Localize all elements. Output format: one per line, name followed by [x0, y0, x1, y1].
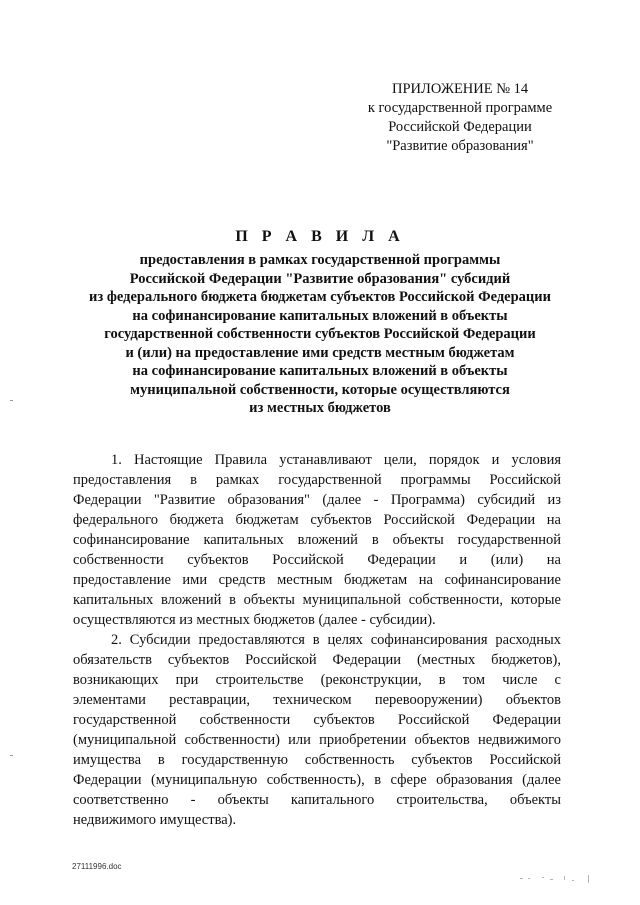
subtitle-line: из местных бюджетов	[249, 400, 391, 416]
subtitle-line: государственной собственности субъектов Российской Федерации	[104, 326, 536, 342]
subtitle-line: муниципальной собственности, которые осуществляются	[130, 381, 510, 398]
paragraph-line: федерального бюджета бюджетам субъектов Российской Федерации на	[73, 512, 561, 528]
paragraph-line: предоставления в рамках государственной программы Российской	[73, 472, 561, 488]
paragraph-line: Федерации (муниципальную собственность), в сфере образования (далее	[73, 772, 561, 788]
footer-file-name: 27111996.doc	[72, 862, 122, 871]
paragraph-1	[73, 450, 561, 630]
paragraph-line: недвижимого имущества).	[73, 812, 237, 828]
document-title: П Р А В И Л А	[235, 228, 405, 245]
paragraph-line: элементами реставрации, техническом перевооружении) объектов	[73, 692, 561, 708]
appendix-program-name: "Развитие образования"	[386, 138, 534, 154]
scan-artifact	[10, 400, 13, 401]
paragraph-line: предоставление ими средств местным бюджетам на софинансирование	[73, 572, 561, 588]
subtitle-line: и (или) на предоставление ими средств местным бюджетам	[125, 344, 515, 361]
appendix-header	[340, 80, 580, 156]
paragraph-line: собственности субъектов Российской Федерации и (или) на	[73, 552, 561, 568]
paragraph-line: обязательств субъектов Российской Федерации (местных бюджетов),	[73, 652, 561, 668]
paragraph-line: софинансирование капитальных вложений в объекты государственной	[73, 532, 561, 548]
document-subtitle	[60, 251, 580, 418]
paragraph-line: (муниципальной собственности) или приобретении объектов недвижимого	[73, 732, 561, 748]
paragraph-2	[73, 630, 561, 830]
subtitle-line: предоставления в рамках государственной программы	[139, 252, 501, 268]
paragraph-line: 1. Настоящие Правила устанавливают цели, порядок и условия	[111, 452, 561, 468]
subtitle-line: из федерального бюджета бюджетам субъектов Российской Федерации	[89, 289, 551, 305]
subtitle-line: Российской Федерации "Развитие образования" субсидий	[129, 270, 511, 287]
paragraph-line: 2. Субсидии предоставляются в целях софинансирования расходных	[111, 632, 561, 648]
appendix-number: ПРИЛОЖЕНИЕ № 14	[392, 81, 529, 97]
paragraph-line: государственной собственности субъектов Российской Федерации	[73, 712, 561, 728]
paragraph-line: осуществляются из местных бюджетов (далее - субсидии).	[73, 612, 436, 628]
scan-noise-marks	[520, 872, 600, 888]
paragraph-line: возникающих при строительстве (реконструкции, в том числе с	[73, 672, 561, 688]
appendix-country: Российской Федерации	[388, 119, 532, 135]
scan-artifact	[10, 755, 13, 756]
appendix-program-ref: к государственной программе	[367, 100, 553, 116]
paragraph-line: соответственно - объекты капитального строительства, объекты	[73, 792, 561, 808]
document-body	[73, 450, 561, 830]
subtitle-line: на софинансирование капитальных вложений в объекты	[132, 307, 508, 324]
paragraph-line: капитальных вложений в объекты муниципальной собственности, которые	[73, 592, 561, 608]
subtitle-line: на софинансирование капитальных вложений в объекты	[132, 363, 508, 379]
paragraph-line: Федерации "Развитие образования" (далее - Программа) субсидий из	[73, 492, 561, 508]
paragraph-line: имущества в государственную собственность субъектов Российской	[73, 752, 561, 768]
